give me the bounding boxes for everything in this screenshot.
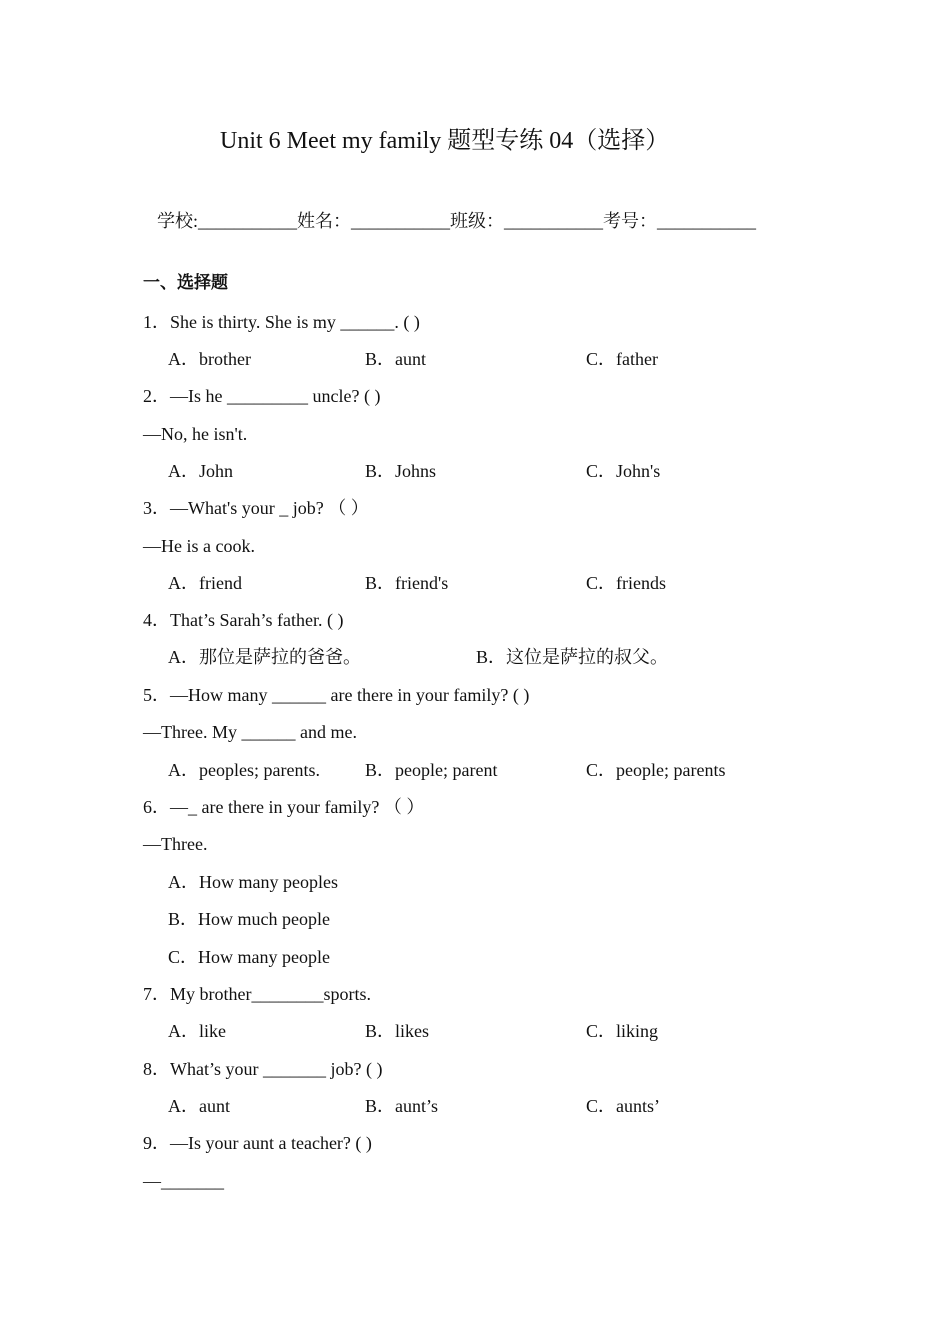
question-2: 2．—Is he _________ uncle? ( ) [143,386,381,406]
question-1: 1．She is thirty. She is my ______. ( ) [143,312,420,332]
q2-option-b: B．Johns [365,461,437,481]
q1-option-a: A．brother [168,349,251,369]
q1-option-c: C．father [586,349,658,369]
q6-option-b: B．How much people [168,909,330,929]
q5-option-b: B．people; parent [365,760,498,780]
question-3: 3．—What's your _ job? （ ） [143,498,369,518]
page-title: Unit 6 Meet my family 题型专练 04（选择） [220,128,670,154]
q3-option-b: B．friend's [365,573,449,593]
question-7: 7．My brother________sports. [143,984,371,1004]
question-4: 4．That’s Sarah’s father. ( ) [143,610,344,630]
q7-option-b: B．likes [365,1021,430,1041]
q2-option-a: A．John [168,461,234,481]
section-title: 一、选择题 [143,273,228,293]
student-info-line: 学校:___________姓名：___________班级：___________考号：___________ [157,211,756,231]
q1-option-b: B．aunt [365,349,426,369]
q8-option-b: B．aunt’s [365,1096,439,1116]
question-6: 6．—_ are there in your family? （ ） [143,797,425,817]
q8-option-c: C．aunts’ [586,1096,660,1116]
q6-option-a: A．How many peoples [168,872,338,892]
q3-answer: —He is a cook. [143,536,255,556]
q7-option-c: C．liking [586,1021,659,1041]
q3-option-c: C．friends [586,573,666,593]
q5-option-c: C．people; parents [586,760,726,780]
q6-option-c: C．How many people [168,947,330,967]
q5-option-a: A．peoples; parents. [168,760,320,780]
q2-answer: —No, he isn't. [143,424,248,444]
q3-option-a: A．friend [168,573,242,593]
q7-option-a: A．like [168,1021,226,1041]
question-8: 8．What’s your _______ job? ( ) [143,1059,383,1079]
q2-option-c: C．John's [586,461,661,481]
q5-answer: —Three. My ______ and me. [143,722,357,742]
q6-answer: —Three. [143,834,208,854]
q4-option-b: B．这位是萨拉的叔父。 [476,647,669,667]
question-5: 5．—How many ______ are there in your family? ( ) [143,685,530,705]
q9-answer: —_______ [143,1171,224,1191]
q4-option-a: A．那位是萨拉的爸爸。 [168,647,361,667]
q8-option-a: A．aunt [168,1096,230,1116]
question-9: 9．—Is your aunt a teacher? ( ) [143,1133,372,1153]
